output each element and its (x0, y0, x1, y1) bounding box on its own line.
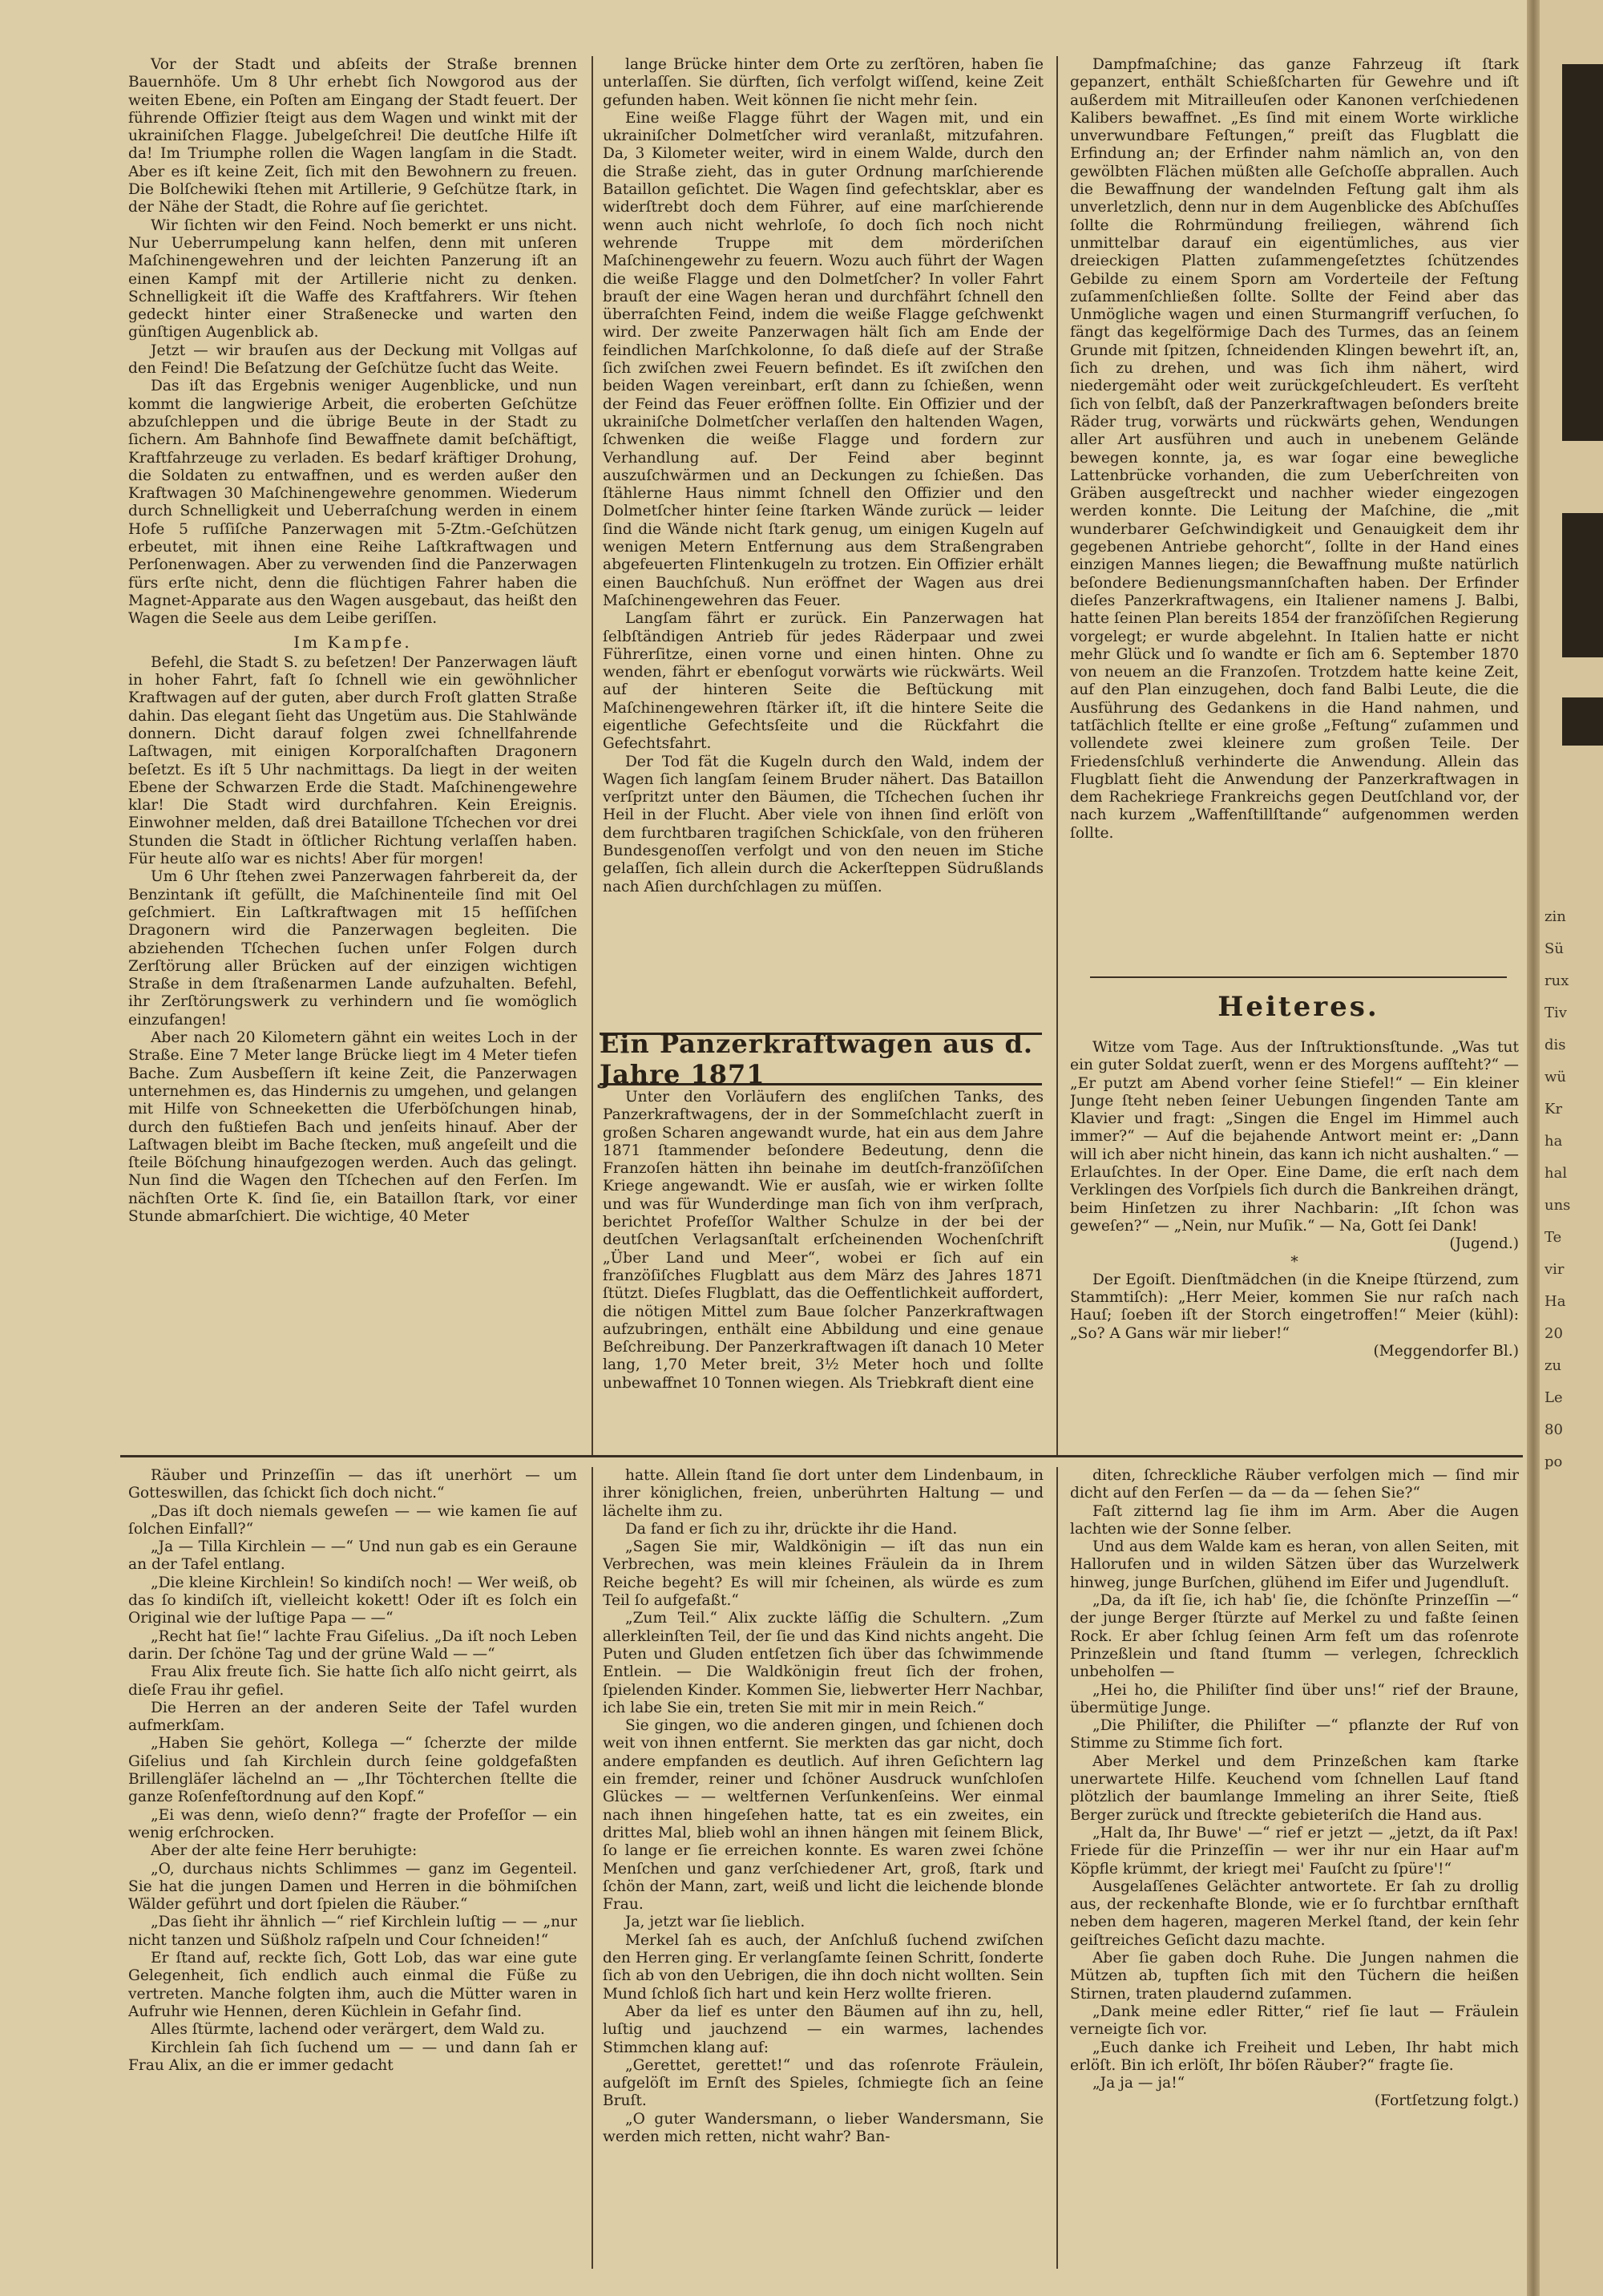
serial-paragraph: hatte. Allein ſtand ſie dort unter dem Lindenbaum, in ihrer königlichen, freien, unberührten Haltung — und lächelte ihm zu. (603, 1467, 1044, 1520)
adjacent-page-text-fragment: zin (1544, 908, 1566, 925)
serial-paragraph: „Ja ja — ja!“ (1092, 2075, 1185, 2092)
serial-column-2 (603, 1467, 1044, 2269)
section-heading: Im Kampfe. (293, 632, 412, 652)
serial-paragraph: Sie gingen, wo die anderen gingen, und ſchienen doch weit von ihnen entfernt. Sie merkten das gar nicht, doch andere empfanden es deutlich. Auf ihren Geſichtern lag ein fremder, reiner und ſchöner Ausdruck wunſchloſen Glückes — — weltfernen Verſunkenſeins. Wer einmal nach ihnen hingeſehen hatte, tat es ein zweites, ein drittes Mal, blieb wohl an ihnen hängen mit ſeinem Blick, ſo lange er ſie erreichen konnte. Es waren zwei ſchöne Menſchen und ganz verſchiedener Art, groß, ſtark und ſchön der Mann, zart, weiß und licht die leichende blonde Frau. (603, 1717, 1044, 1914)
adjacent-page-text-fragment: wü (1544, 1069, 1566, 1085)
adjacent-page-text-fragment: Te (1544, 1229, 1562, 1246)
serial-paragraph: Faſt zitternd lag ſie ihm im Arm. Aber die Augen lachten wie der Sonne ſelber. (1070, 1502, 1519, 1538)
article-paragraph: Unter den Vorläufern des engliſchen Tanks, des Panzerkraftwagens, der in der Sommeſchlacht zuerſt in großen Scharen angewandt wurde, hat ein aus dem Jahre 1871 ſtammender beſondere Bedeutung, denn die Franzoſen hätten ihn beinahe im deutſch-franzöſiſchen Kriege angewandt. Wie er ausſah, wie er wirken ſollte und was für Wunderdinge man ſich von ihm verſprach, berichtet Profeſſor Walther Schulze in der bei der deutſchen Verlagsanſtalt erſcheinenden Wochenſchrift „Über Land und Meer“, wobei er ſich auf ein franzöſiſches Flugblatt aus dem März des Jahres 1871 ſtützt. Dieſes Flugblatt, das die Oeffentlichkeit auffordert, die nötigen Mittel zum Baue ſolcher Panzerkraftwagen aufzubringen, enthält eine Abbildung und eine genaue Beſchreibung. Der Panzerkraftwagen iſt danach 10 Meter lang, 1,70 Meter breit, 3½ Meter hoch und ſollte unbewaffnet 10 Tonnen wiegen. Als Triebkraft dient eine (603, 1089, 1044, 1392)
adjacent-page-text-fragment: 20 (1544, 1325, 1563, 1342)
article-headline: Ein Panzerkraftwagen aus d. Jahre 1871 (600, 1033, 1042, 1085)
joke-paragraph: Witze vom Tage. Aus der Inſtruktionsſtunde. „Was tut ein guter Soldat zuerſt, wenn er des Morgens aufſteht?“ — „Er putzt am Abend vorher ſeine Stiefel!“ — Ein kleiner Junge ſteht neben ſeiner Uebungen ſingenden Tante am Klavier und fragt: „Singen die Engel im Himmel auch immer?“ — Auf die bejahende Antwort meint er: „Dann will ich aber nicht hinein, das kann ich nicht aushalten.“ — Erlauſchtes. In der Oper. Eine Dame, die erſt nach dem Verklingen des Vorſpiels ſich durch die Bankreihen drängt, beim Hinſetzen zu ihrer Nachbarin: „Iſt ſchon was geweſen?“ — „Nein, nur Muſik.“ — Na, Gott ſei Dank! (1070, 1039, 1519, 1235)
adjacent-page-text-fragment: Sü (1544, 940, 1564, 957)
serial-paragraph: „Halt da, Ihr Buwe' —“ rief er jetzt — „jetzt, da iſt Pax! Friede für die Prinzeſſin — wer ihr nur ein Haar auf'm Köpfle krümmt, der kriegt mei' Fauſcht zu ſpüre'!“ (1070, 1824, 1519, 1878)
serial-paragraph: Er ſtand auf, reckte ſich, Gott Lob, das war eine gute Gelegenheit, ſich endlich auch einmal die Füße zu vertreten. Manche folgten ihm, auch die Mütter waren in Aufruhr wie Hennen, deren Küchlein in Gefahr ſind. (128, 1950, 577, 2020)
serial-paragraph: „Haben Sie gehört, Kollega —“ ſcherzte der milde Giſelius und ſah Kirchlein durch ſeine goldgefaßten Brillengläſer lächelnd an — „Ihr Töchterchen ſtellte die ganze Roſenfeſtordnung auf den Kopf.“ (128, 1735, 577, 1806)
serial-paragraph: Kirchlein ſah ſich ſuchend um — — und dann ſah er Frau Alix, an die er immer gedacht (128, 2039, 577, 2074)
article-paragraph: Jetzt — wir brauſen aus der Deckung mit Vollgas auf den Feind! Die Beſatzung der Geſchütze ſucht das Weite. (128, 342, 577, 378)
page-fold-shadow (1527, 0, 1540, 2296)
serial-paragraph: Aber Merkel und dem Prinzeßchen kam ſtarke unerwartete Hilfe. Keuchend vom ſchnellen Lauf ſtand plötzlich der baumlange Immeling an ihrer Seite, ſtieß Berger zurück und ſtreckte gebieteriſch die Hand aus. (1070, 1752, 1519, 1824)
adjacent-page-text-fragment: Kr (1544, 1101, 1563, 1118)
adjacent-page-edge (1540, 0, 1603, 2296)
source-credit: (Meggendorfer Bl.) (1373, 1343, 1519, 1360)
article-paragraph: Dampfmaſchine; das ganze Fahrzeug iſt ſtark gepanzert, enthält Schießſcharten für Gewehre und iſt außerdem mit Mitrailleuſen oder Kanonen verſchiedenen Kalibers bewaffnet. „Es ſind mit einem Worte wirkliche unverwundbare Feſtungen,“ preiſt das Flugblatt die Erfindung an; der Erfinder nahm nämlich an, von den gewölbten Flächen müßten alle Geſchoſſe abprallen. Auch die Bewaffnung der wandelnden Feſtung galt ihm als unverletzlich, denn nur in dem Augenblicke des Abſchuſſes ſollte die Rohrmündung freiliegen, während ſich unmittelbar darauf ein eigentümliches, aus vier dreieckigen Platten zuſammengeſetztes ſchützendes Gebilde zu einem Sporn am Vorderteile der Feſtung zuſammenſchließen ſollte. Sollte der Feind aber das Unmögliche wagen und einen Sturmangriff verſuchen, ſo fängt das kegelförmige Dach des Turmes, das an ſeinem Grunde mit ſpitzen, ſchneidenden Klingen bewehrt iſt, an, ſich zu drehen, und was ſich ihm nähert, wird niedergemäht oder weit zurückgeſchleudert. Es verſteht ſich von ſelbſt, daß der Panzerkraftwagen beſonders breite Räder trug, vorwärts und rückwärts gehen, Wendungen aller Art ausführen und auch in unebenem Gelände bewegen konnte, ja, es war ſogar eine bewegliche Lattenbrücke vorhanden, die zum Ueberſchreiten von Gräben ausgeſtreckt und nachher wieder eingezogen werden konnte. Die Leitung der Maſchine, die „mit wunderbarer Geſchwindigkeit und Genauigkeit dem ihr gegebenen Antriebe gehorcht“, ſollte in der Hand eines einzigen Mannes liegen; die Bewaffnung mußte natürlich beſondere Bedienungsmannſchaften haben. Der Erfinder dieſes Panzerkraftwagens, ein Italiener namens J. Balbi, hatte ſeinen Plan bereits 1854 der franzöſiſchen Regierung vorgelegt; er wurde abgelehnt. In Italien hatte er nicht mehr Glück und ſo wandte er ſich am 6. September 1870 von neuem an die Franzoſen. Trotzdem hatte keine Zeit, auf den Plan einzugehen, doch fand Balbi Leute, die die Ausführung des Gedankens in die Hand nahmen, und tatſächlich ſtellte er eine große „Feſtung“ zuſammen und vollendete zwei kleinere zum großen Teile. Der Friedensſchluß verhinderte die Anwendung. Allein das Flugblatt ſieht die Anwendung der Panzerkraftwagen in dem Rachekriege Frankreichs gegen Deutſchland vor, der nach kurzem „Waffenſtillſtande“ aufgenommen werden ſollte. (1070, 56, 1519, 842)
article-paragraph: Um 6 Uhr ſtehen zwei Panzerwagen fahrbereit da, der Benzintank iſt gefüllt, die Maſchinenteile ſind mit Oel geſchmiert. Ein Laſtkraftwagen mit 15 heſſiſchen Dragonern wird die Panzerwagen begleiten. Die abziehenden Tſchechen ſuchen unſer Folgen durch Zerſtörung aller Brücken auf der einzigen wichtigen Straße in dem ſtraßenarmen Lande aufzuhalten. Befehl, ihr Zerſtörungswerk zu verhindern und ſie womöglich einzufangen! (128, 868, 577, 1029)
article-column-2 (603, 56, 1044, 1022)
serial-paragraph: diten, ſchreckliche Räuber verfolgen mich — ſind mir dicht auf den Ferſen — da — da — ſehen Sie?“ (1070, 1467, 1519, 1502)
article-paragraph: Langſam fährt er zurück. Ein Panzerwagen hat ſelbſtändigen Antrieb für jedes Räderpaar und zwei Führerſitze, einen vorne und einen hinten. Ohne zu wenden, fährt er ebenſogut vorwärts wie rückwärts. Weil auf der hinteren Seite die Beſtückung mit Maſchinengewehren ſtärker iſt, iſt die hintere Seite die eigentliche Gefechtsſeite und die Rückfahrt die Gefechtsfahrt. (603, 610, 1044, 753)
serial-paragraph: „Sagen Sie mir, Waldkönigin — iſt das nun ein Verbrechen, was mein kleines Fräulein da in Ihrem Reiche begeht? Es will mir ſcheinen, als würde es zum Teil ſo aufgefaßt.“ (603, 1538, 1044, 1610)
article-paragraph: Wir ſichten wir den Feind. Noch bemerkt er uns nicht. Nur Ueberrumpelung kann helfen, denn mit unſeren Maſchinengewehren und der leichten Panzerung iſt an einen Kampf mit der Artillerie nicht zu denken. Schnelligkeit iſt die Waffe des Kraftfahrers. Wir ſtehen gedeckt hinter einer Straßenecke und warten den günſtigen Augenblick ab. (128, 216, 577, 342)
adjacent-page-text-fragment: dis (1544, 1037, 1566, 1053)
column-rule (592, 1467, 593, 2269)
serial-paragraph: „Hei ho, die Philiſter ſind über uns!“ rief der Braune, übermütige Junge. (1070, 1681, 1519, 1716)
adjacent-page-text-fragment: 80 (1544, 1421, 1563, 1438)
serial-paragraph: Aber der alte feine Herr beruhigte: (151, 1842, 418, 1860)
article-column-3 (1070, 56, 1519, 970)
serial-paragraph: „O, durchaus nichts Schlimmes — ganz im Gegenteil. Sie hat die jungen Damen und Herren in die böhmiſchen Wälder geführt und dort ſpielen die Räuber.“ (128, 1860, 577, 1914)
serial-paragraph: Ausgelaſſenes Gelächter antwortete. Er ſah zu drollig aus, der reckenhafte Blonde, wie er ſo furchtbar ernſthaft neben dem hageren, mageren Merkel ſtand, der kein ſehr geiſtreiches Geſicht dazu machte. (1070, 1878, 1519, 1949)
serial-paragraph: „Ei was denn, wieſo denn?“ fragte der Profeſſor — ein wenig erſchrocken. (128, 1806, 577, 1841)
serial-column-3 (1070, 1467, 1519, 2269)
joke-paragraph: Der Egoiſt. Dienſtmädchen (in die Kneipe ſtürzend, zum Stammtiſch): „Herr Meier, kommen Sie nur raſch nach Hauſ; ſoeben iſt der Storch eingetroffen!“ Meier (kühl): „So? A Gans wär mir lieber!“ (1070, 1271, 1519, 1342)
heiteres-title: Heiteres. (1217, 991, 1379, 1023)
article-column-2-lower (603, 1089, 1044, 1451)
column-rule (1056, 56, 1058, 1455)
serial-paragraph: „Zum Teil.“ Alix zuckte läſſig die Schultern. „Zum allerkleinſten Teil, der ſie und das Kind nichts angeht. Die Puten und Gluden entſetzen ſich über das ſchwimmende Entlein. — Die Waldkönigin freut ſich der frohen, ſpielenden Kinder. Kommen Sie, liebwerter Herr Nachbar, ich labe Sie ein, treten Sie mit mir in mein Reich.“ (603, 1610, 1044, 1716)
adjacent-page-text-fragment: Ha (1544, 1293, 1566, 1310)
adjacent-page-illustration (1562, 64, 1603, 441)
continuation-note: (Fortſetzung folgt.) (1374, 2092, 1519, 2110)
column-rule (592, 56, 593, 1455)
adjacent-page-ad-block (1562, 697, 1603, 746)
adjacent-page-text-fragment: Tiv (1544, 1004, 1567, 1021)
serial-paragraph: Da fand er ſich zu ihr, drückte ihr die Hand. (625, 1520, 958, 1538)
serial-paragraph: „Das iſt doch niemals geweſen — — wie kamen ſie auf ſolchen Einfall?“ (128, 1502, 577, 1538)
serial-paragraph: Alles ſtürmte, lachend oder verärgert, dem Wald zu. (151, 2021, 545, 2039)
adjacent-page-text-fragment: Le (1544, 1389, 1563, 1406)
serial-paragraph: Die Herren an der anderen Seite der Tafel wurden aufmerkſam. (128, 1699, 577, 1735)
article-paragraph: Aber nach 20 Kilometern gähnt ein weites Loch in der Straße. Eine 7 Meter lange Brücke liegt im 4 Meter tiefen Bache. Zum Ausbeſſern iſt keine Zeit, die Panzerwagen unternehmen es, das Hindernis zu umgehen, und gelangen mit Hilfe von Schneeketten die Uferböſchungen hinab, durch den fußtiefen Bach und jenſeits hinauf. Aber der Laſtwagen bleibt im Bache ſtecken, muß angeſeilt und die ſteile Böſchung hinaufgezogen werden. Auch das gelingt. Nun ſind die Wagen den Tſchechen auf den Ferſen. Im nächſten Orte K. ſind ſie, ein Bataillon ſtark, vor einer Stunde abmarſchiert. Die wichtige, 40 Meter (128, 1029, 577, 1225)
serial-paragraph: „Dank meine edler Ritter,“ rief ſie laut — Fräulein verneigte ſich vor. (1070, 2003, 1519, 2039)
serial-paragraph: Frau Alix freute ſich. Sie hatte ſich alſo nicht geirrt, als dieſe Frau ihr gefiel. (128, 1663, 577, 1699)
article-paragraph: lange Brücke hinter dem Orte zu zerſtören, haben ſie unterlaſſen. Sie dürften, ſich verfolgt wiſſend, keine Zeit gefunden haben. Weit können ſie nicht mehr ſein. (603, 56, 1044, 109)
article-paragraph: Der Tod fät die Kugeln durch den Wald, indem der Wagen ſich langſam ſeinem Bruder nähert. Das Bataillon verſpritzt unter den Bäumen, die Tſchechen ſuchen ihr Heil in der Flucht. Aber viele von ihnen ſind erlöſt von dem furchtbaren tragiſchen Schickſale, von den früheren Bundesgenoſſen verfolgt und von den neuen im Stiche gelaſſen, ſich allein durch die Ackerſteppen Südrußlands nach Aſien durchſchlagen zu müſſen. (603, 753, 1044, 895)
serial-paragraph: „Euch danke ich Freiheit und Leben, Ihr habt mich erlöſt. Bin ich erlöſt, Ihr böſen Räuber?“ fragte ſie. (1070, 2039, 1519, 2074)
heiteres-divider (1090, 976, 1507, 978)
serial-paragraph: Ja, jetzt war ſie lieblich. (625, 1914, 806, 1931)
serial-paragraph: „Gerettet, gerettet!“ und das roſenrote Fräulein, aufgelöſt im Ernſt des Spieles, ſchmiegte ſich an ſeine Bruſt. (603, 2056, 1044, 2110)
section-divider (120, 1455, 1523, 1457)
adjacent-page-text-fragment: uns (1544, 1197, 1571, 1214)
article-paragraph: Vor der Stadt und abſeits der Straße brennen Bauernhöfe. Um 8 Uhr erhebt ſich Nowgorod aus der weiten Ebene, ein Poſten am Eingang der Stadt feuert. Der führende Offizier ſteigt aus dem Wagen und winkt mit der ukrainiſchen Flagge. Jubelgeſchrei! Die deutſche Hilfe iſt da! Im Triumphe rollen die Wagen langſam in die Stadt. Aber es iſt keine Zeit, ſich mit den Bewohnern zu freuen. Die Bolſchewiki ſtehen mit Artillerie, 9 Geſchütze ſtark, in der Nähe der Stadt, die Rohre auf ſie gerichtet. (128, 56, 577, 216)
adjacent-page-text-fragment: hal (1544, 1165, 1568, 1182)
adjacent-page-text-fragment: rux (1544, 972, 1569, 989)
serial-paragraph: „O guter Wandersmann, o lieber Wandersmann, Sie werden mich retten, nicht wahr? Ban- (603, 2110, 1044, 2145)
adjacent-page-ad-block (1562, 513, 1603, 657)
adjacent-page-text-fragment: po (1544, 1453, 1563, 1470)
article-paragraph: Eine weiße Flagge führt der Wagen mit, und ein ukrainiſcher Dolmetſcher wird veranlaßt, mitzufahren. Da, 3 Kilometer weiter, wird in einem Walde, durch den die Straße zieht, das in guter Ordnung marſchierende Bataillon geſichtet. Die Wagen ſind gefechtsklar, aber es widerſtrebt doch dem Führer, auf eine marſchierende wenn auch nicht wehrloſe, ſo doch ſich noch nicht wehrende Truppe mit dem mörderiſchen Maſchinengewehr zu feuern. Wozu auch führt der Wagen die weiße Flagge und den Dolmetſcher? In voller Fahrt brauſt der eine Wagen heran und durchfährt ſchnell den überraſchten Feind, indem die weiße Flagge geſchwenkt wird. Der zweite Panzerwagen hält ſich am Ende der feindlichen Marſchkolonne, ſo daß dieſe auf der Straße ſich zwiſchen zwei Feuern befindet. Es iſt zwiſchen den beiden Wagen vereinbart, erſt dann zu ſchießen, wenn der Feind das Feuer eröffnen ſollte. Ein Offizier und der ukrainiſche Dolmetſcher verlaſſen den haltenden Wagen, ſchwenken die weiße Flagge und fordern zur Verhandlung auf. Der Feind aber beginnt auszuſchwärmen und an Deckungen zu ſchießen. Das ſtählerne Haus nimmt ſchnell den Offizier und den Dolmetſcher hinter ſeine ſtarken Wände zurück — leider ſind die Wände nicht ſtark genug, um einigen Kugeln auf wenigen Metern Entfernung aus dem Straßengraben abgefeuerten Flintenkugeln zu trotzen. Ein Offizier erhält einen Bauchſchuß. Nun eröffnet der Wagen aus drei Maſchinengewehren das Feuer. (603, 109, 1044, 609)
serial-paragraph: Aber da lief es unter den Bäumen auf ihn zu, hell, luſtig und jauchzend — ein warmes, lachendes Stimmchen klang auf: (603, 2003, 1044, 2056)
adjacent-page-text-fragment: zu (1544, 1357, 1562, 1374)
serial-column-1 (128, 1467, 577, 2269)
article-paragraph: Das iſt das Ergebnis weniger Augenblicke, und nun kommt die langwierige Arbeit, die eroberten Geſchütze abzuſchleppen und die übrige Beute in der Stadt zu ſichern. Am Bahnhofe ſind Bewaffnete damit beſchäftigt, Kraftfahrzeuge zu verladen. Es bedarf kräftiger Drohung, die Soldaten zu entwaffnen, und es werden außer den Kraftwagen 30 Maſchinengewehre genommen. Wiederum durch Schnelligkeit und Ueberraſchung werden in einem Hofe 5 ruſſiſche Panzerwagen mit 5-Ztm.-Geſchützen erbeutet, mit ihnen eine Reihe Laſtkraftwagen und Perſonenwagen. Aber zu verwenden ſind die Panzerwagen fürs erſte nicht, denn die flüchtigen Fahrer haben die Magnet-Apparate aus den Wagen ausgebaut, das heißt den Wagen die Seele aus dem Leibe geriſſen. (128, 378, 577, 628)
serial-paragraph: „Ja — Tilla Kirchlein — —“ Und nun gab es ein Geraune an der Tafel entlang. (128, 1538, 577, 1574)
serial-paragraph: Merkel ſah es auch, der Anſchluß ſuchend zwiſchen den Herren ging. Er verlangſamte ſeinen Schritt, ſonderte ſich ab von den Uebrigen, die ihn doch nicht wollten. Sein Mund ſchloß ſich hart und kein Herz wollte frieren. (603, 1931, 1044, 2003)
heiteres-section (1070, 1039, 1519, 1451)
serial-paragraph: Und aus dem Walde kam es heran, von allen Seiten, mit Hallorufen und in wilden Sätzen über das Wurzelwerk hinweg, junge Burſchen, glühend im Eifer und Jugendluſt. (1070, 1538, 1519, 1591)
serial-paragraph: „Das ſieht ihr ähnlich —“ rief Kirchlein luſtig — — „nur nicht tanzen und Süßholz raſpeln und Cour ſchneiden!“ (128, 1914, 577, 1949)
serial-paragraph: „Da, da iſt ſie, ich hab' ſie, die ſchönſte Prinzeſſin —“ der junge Berger ſtürzte auf Merkel zu und faßte ſeinen Rock. Er aber ſchlug ſeinen Arm feſt um das roſenrote Prinzeßlein und ſtand ſtumm — verlegen, ſchrecklich unbeholfen — (1070, 1592, 1519, 1681)
serial-paragraph: Aber ſie gaben doch Ruhe. Die Jungen nahmen die Mützen ab, tupften ſich mit den Tüchern die heißen Stirnen, traten plaudernd zuſammen. (1070, 1950, 1519, 2003)
serial-paragraph: Räuber und Prinzeſſin — das iſt unerhört — um Gotteswillen, das ſchickt ſich doch nicht.“ (128, 1467, 577, 1502)
adjacent-page-text-fragment: vir (1544, 1261, 1565, 1278)
article-paragraph: Befehl, die Stadt S. zu beſetzen! Der Panzerwagen läuft in hoher Fahrt, faſt ſo ſchnell wie ein gewöhnlicher Kraftwagen auf der guten, aber durch Froſt glatten Straße dahin. Das elegant ſieht das Ungetüm aus. Die Stahlwände donnern. Dicht darauf folgen zwei ſchnellfahrende Laſtwagen, mit einigen Korporalſchaften Dragonern beſetzt. Es iſt 5 Uhr nachmittags. Da liegt in der weiten Ebene der Schwarzen Erde die Stadt. Maſchinengewehre klar! Die Stadt wird durchfahren. Kein Ereignis. Einwohner melden, daß drei Bataillone Tſchechen vor drei Stunden die Stadt in öſtlicher Richtung verlaſſen haben. Für heute alſo war es nichts! Aber für morgen! (128, 653, 577, 868)
column-rule (1056, 1467, 1058, 2269)
separator-asterisk: * (1290, 1253, 1298, 1271)
adjacent-page-text-fragment: ha (1544, 1133, 1563, 1150)
article-column-1 (128, 56, 577, 1451)
source-credit: (Jugend.) (1449, 1235, 1519, 1253)
serial-paragraph: „Die kleine Kirchlein! So kindiſch noch! — Wer weiß, ob das ſo kindiſch iſt, vielleicht kokett! Oder iſt es ſolch ein Original wie der luſtige Papa — —“ (128, 1574, 577, 1627)
serial-paragraph: „Recht hat ſie!“ lachte Frau Giſelius. „Da iſt noch Leben darin. Der ſchöne Tag und der grüne Wald — —“ (128, 1627, 577, 1663)
serial-paragraph: „Die Philiſter, die Philiſter —“ pflanzte der Ruf von Stimme zu Stimme ſich fort. (1070, 1717, 1519, 1752)
